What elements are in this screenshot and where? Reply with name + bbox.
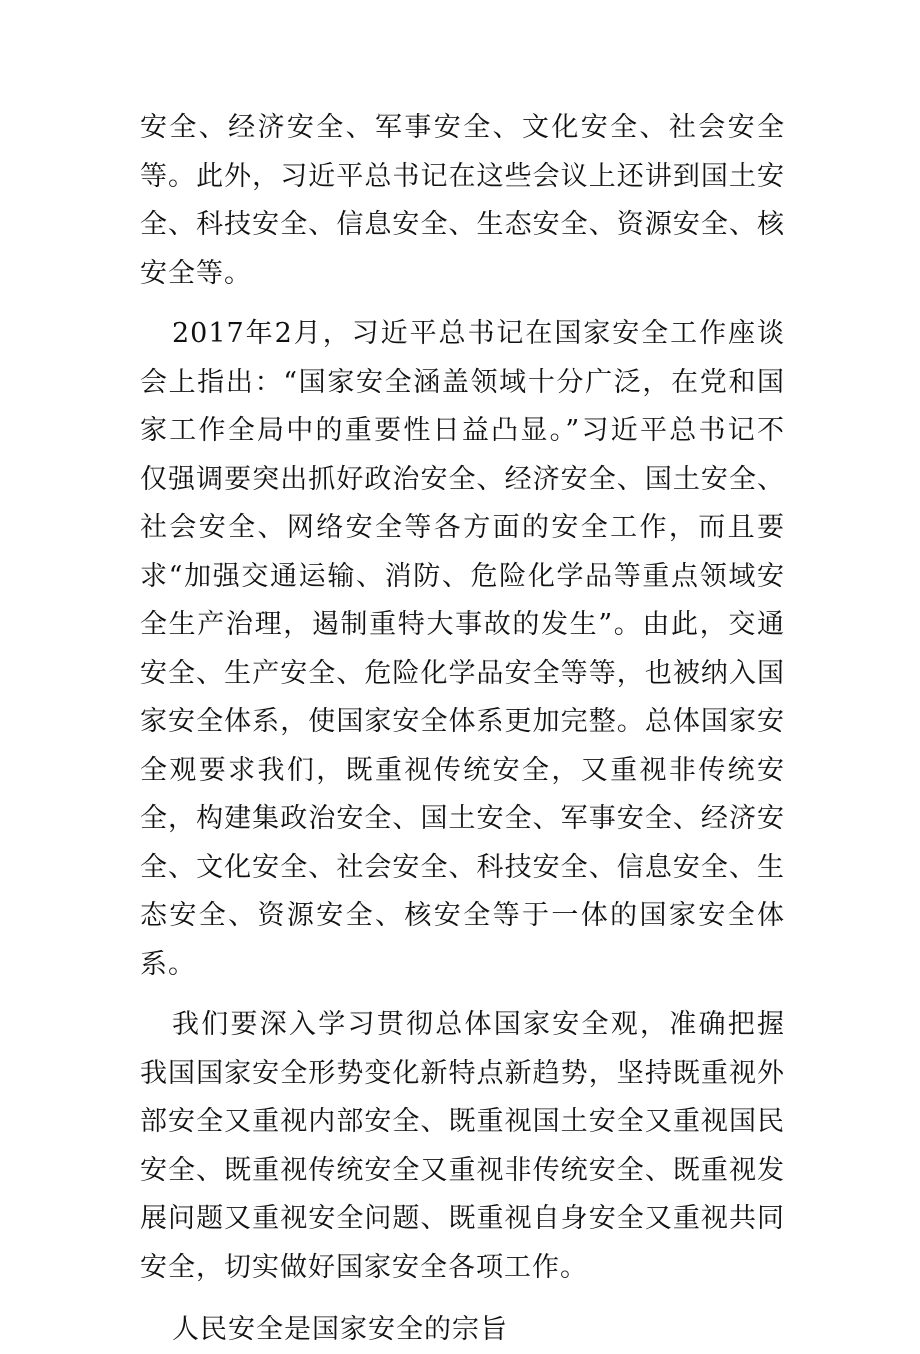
paragraph-1: 安全、经济安全、军事安全、文化安全、社会安全等。此外，习近平总书记在这些会议上还讲到国土安全、科技安全、信息安全、生态安全、资源安全、核安全等。 xyxy=(140,112,785,289)
document-page xyxy=(140,104,785,1354)
section-heading: 人民安全是国家安全的宗旨 xyxy=(172,1314,508,1345)
paragraph-3: 我们要深入学习贯彻总体国家安全观，准确把握我国国家安全形势变化新特点新趋势，坚持既重视外部安全又重视内部安全、既重视国土安全又重视国民安全、既重视传统安全又重视非传统安全、既重视发展问题又重视安全问题、既重视自身安全又重视共同安全，切实做好国家安全各项工作。 xyxy=(140,1009,785,1283)
paragraph-2: 2017年2月，习近平总书记在国家安全工作座谈会上指出：“国家安全涵盖领域十分广泛，在党和国家工作全局中的重要性日益凸显。”习近平总书记不仅强调要突出抓好政治安全、经济安全、国土安全、社会安全、网络安全等各方面的安全工作，而且要求“加强交通运输、消防、危险化学品等重点领域安全生产治理，遏制重特大事故的发生”。由此，交通安全、生产安全、危险化学品安全等等，也被纳入国家安全体系，使国家安全体系更加完整。总体国家安全观要求我们，既重视传统安全，又重视非传统安全，构建集政治安全、国土安全、军事安全、经济安全、文化安全、社会安全、科技安全、信息安全、生态安全、资源安全、核安全等于一体的国家安全体系。 xyxy=(140,318,785,980)
